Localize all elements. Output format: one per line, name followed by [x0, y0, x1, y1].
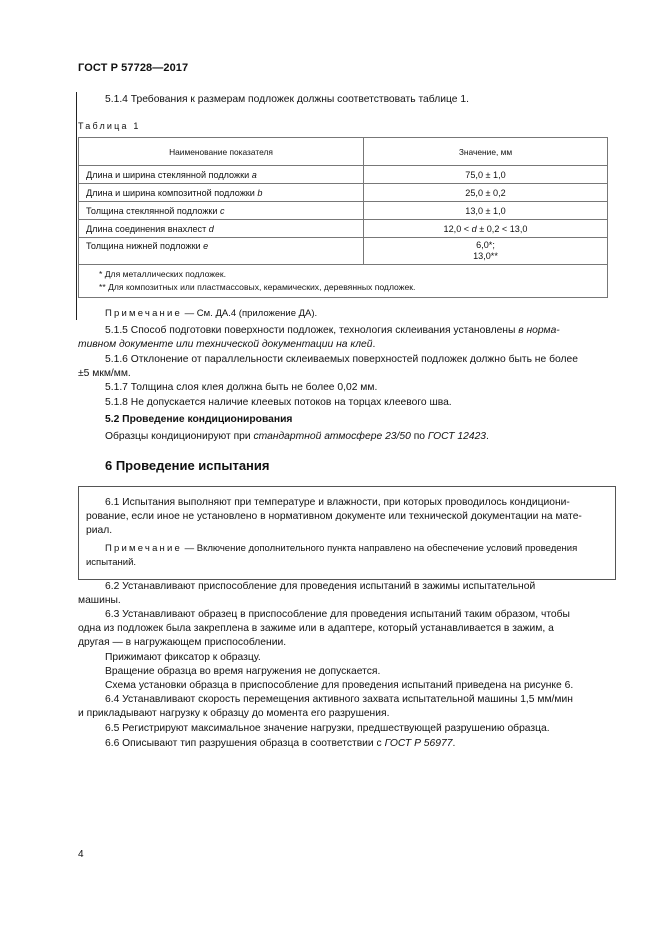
table-row	[79, 184, 608, 202]
paragraph-6-3-line-1: 6.3 Устанавливают образец в приспособление для проведения испытаний таким образом, чтобы	[105, 609, 570, 620]
paragraph-6-2-line-1: 6.2 Устанавливают приспособление для проведения испытаний в зажимы испытательной	[105, 581, 536, 592]
footnote-2: ** Для композитных или пластмассовых, керамических, деревянных подложек.	[99, 282, 416, 292]
table-cell-label: Толщина стеклянной подложки c	[79, 202, 364, 220]
paragraph-5-1-8: 5.1.8 Не допускается наличие клеевых потоков на торцах клеевого шва.	[105, 397, 452, 408]
paragraph-5-1-6-line-1: 5.1.6 Отклонение от параллельности склеиваемых поверхностей подложек должно быть не более	[105, 354, 578, 365]
paragraph-6-1-line-3: риал.	[86, 525, 113, 536]
document-header: ГОСТ Р 57728—2017	[78, 62, 189, 74]
table-cell-value: 75,0 ± 1,0	[364, 166, 608, 184]
table-row	[79, 202, 608, 220]
note-2-line-2: испытаний.	[86, 557, 137, 568]
section-6-heading: 6 Проведение испытания	[105, 458, 270, 473]
footnote-1: * Для металлических подложек.	[99, 269, 226, 279]
paragraph-6-3-line-5: Вращение образца во время нагружения не допускается.	[105, 666, 381, 677]
paragraph-5-1-5-line-1: 5.1.5 Способ подготовки поверхности подложек, технология склеивания установлены в норма-	[105, 325, 560, 336]
paragraph-5-1-4: 5.1.4 Требования к размерам подложек должны соответствовать таблице 1.	[105, 94, 469, 105]
paragraph-6-3-line-3: другая — в нагружающем приспособлении.	[78, 637, 287, 648]
paragraph-6-4-line-2: и прикладывают нагрузку к образцу до момента его разрушения.	[78, 708, 390, 719]
paragraph-5-1-5-line-2: тивном документе или технической документации на клей.	[78, 339, 376, 350]
paragraph-5-2: Образцы кондиционируют при стандартной атмосфере 23/50 по ГОСТ 12423.	[105, 431, 489, 442]
paragraph-6-2-line-2: машины.	[78, 595, 121, 606]
note-2-line-1: Примечание — Включение дополнительного пункта направлено на обеспечение условий проведения	[105, 543, 578, 554]
table-cell-label: Длина и ширина стеклянной подложки a	[79, 166, 364, 184]
table-header-indicator: Наименование показателя	[79, 138, 364, 166]
paragraph-6-4-line-1: 6.4 Устанавливают скорость перемещения активного захвата испытательной машины 1,5 мм/мин	[105, 694, 573, 705]
paragraph-6-5: 6.5 Регистрируют максимальное значение нагрузки, предшествующей разрушению образца.	[105, 723, 550, 734]
section-5-2-heading: 5.2 Проведение кондиционирования	[105, 414, 293, 425]
table-footnotes-row	[79, 265, 608, 298]
paragraph-6-3-line-4: Прижимают фиксатор к образцу.	[105, 652, 261, 663]
table-cell-label: Толщина нижней подложки e	[79, 238, 364, 265]
table-row	[79, 166, 608, 184]
table-cell-value: 12,0 < d ± 0,2 < 13,0	[364, 220, 608, 238]
paragraph-6-1-line-1: 6.1 Испытания выполняют при температуре и влажности, при которых проводилось кондициони-	[105, 497, 570, 508]
change-marker-bar	[76, 92, 77, 320]
paragraph-6-1-line-2: рование, если иное не установлено в нормативном документе или технической документации на мате-	[86, 511, 582, 522]
paragraph-6-3-line-2: одна из подложек была закреплена в зажиме или в адаптере, который устанавливается в зажим, а	[78, 623, 554, 634]
table-row	[79, 220, 608, 238]
table-cell-label: Длина соединения внахлест d	[79, 220, 364, 238]
table-footnotes	[79, 265, 608, 298]
table-cell-value: 6,0*; 13,0**	[364, 238, 608, 265]
paragraph-5-1-7: 5.1.7 Толщина слоя клея должна быть не более 0,02 мм.	[105, 382, 378, 393]
table-row	[79, 238, 608, 265]
dimensions-table	[78, 137, 608, 298]
table-cell-label: Длина и ширина композитной подложки b	[79, 184, 364, 202]
table-header-row	[79, 138, 608, 166]
paragraph-5-1-6-line-2: ±5 мкм/мм.	[78, 368, 131, 379]
page-number: 4	[78, 849, 84, 860]
note-1: Примечание — См. ДА.4 (приложение ДА).	[105, 308, 318, 319]
table-cell-value: 13,0 ± 1,0	[364, 202, 608, 220]
paragraph-6-6: 6.6 Описывают тип разрушения образца в соответствии с ГОСТ Р 56977.	[105, 738, 456, 749]
table-caption: Таблица 1	[78, 121, 141, 131]
table-header-value: Значение, мм	[364, 138, 608, 166]
paragraph-6-3-line-6: Схема установки образца в приспособление для проведения испытаний приведена на рисунке 6.	[105, 680, 574, 691]
table-cell-value: 25,0 ± 0,2	[364, 184, 608, 202]
